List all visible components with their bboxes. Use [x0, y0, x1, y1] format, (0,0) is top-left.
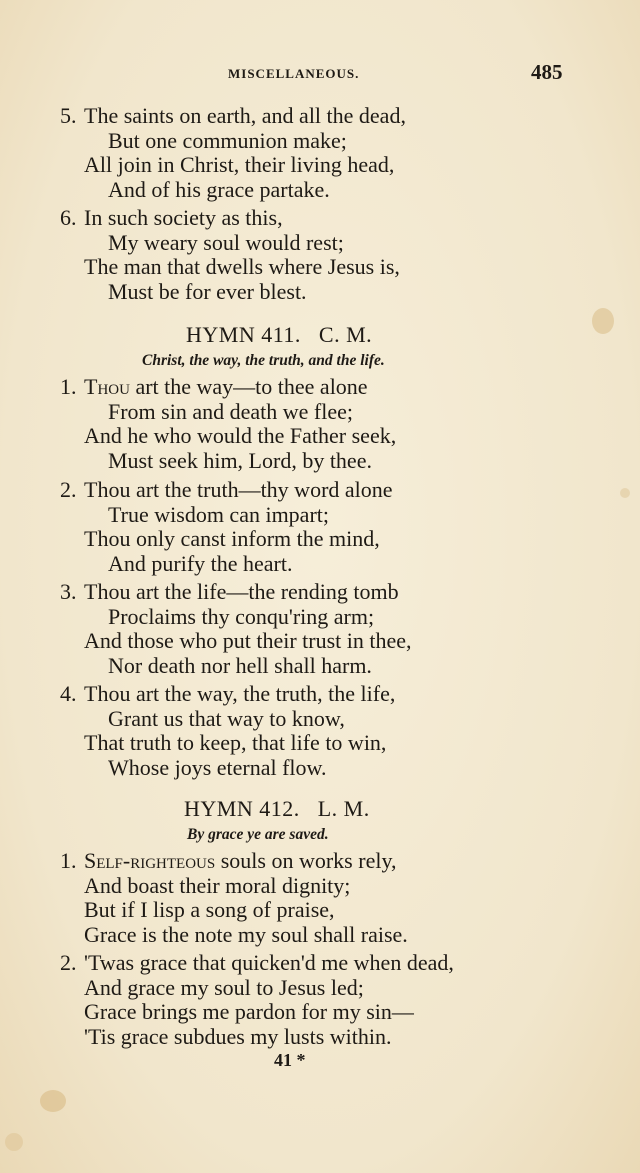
- stanza-line: Whose joys eternal flow.: [108, 754, 327, 780]
- hymn-412-stanza-1: [60, 849, 408, 947]
- hymn-412-subtitle: By grace ye are saved.: [187, 826, 329, 843]
- stanza-line: But one communion make;: [108, 127, 347, 153]
- hymn-412-stanza-2: [60, 951, 454, 1049]
- stanza-line: The man that dwells where Jesus is,: [84, 254, 400, 279]
- hymn-411-stanza-3: [60, 580, 412, 678]
- hymn-411-stanza-1: [60, 375, 396, 473]
- foxing-stain: [40, 1090, 66, 1112]
- stanza-line: Proclaims thy conqu'ring arm;: [108, 603, 375, 629]
- foxing-stain: [620, 488, 630, 498]
- hymn-411-stanza-2: [60, 478, 393, 576]
- stanza-line: And boast their moral dignity;: [84, 872, 351, 898]
- stanza-line: 3. Thou art the life—the rending tomb: [60, 579, 399, 604]
- signature-mark: 41 *: [274, 1050, 306, 1070]
- stanza-line: 1. Thou art the way—to thee alone: [60, 374, 368, 399]
- hymn-412-title: HYMN 412. L. M.: [184, 796, 370, 821]
- stanza-line: 'Tis grace subdues my lusts within.: [84, 1023, 392, 1049]
- hymn-411-subtitle: Christ, the way, the truth, and the life.: [142, 352, 385, 369]
- stanza-line: 2. Thou art the truth—thy word alone: [60, 477, 393, 502]
- foxing-stain: [5, 1133, 23, 1151]
- foxing-stain: [592, 308, 614, 334]
- stanza-6: [60, 206, 400, 304]
- running-head: MISCELLANEOUS.: [228, 66, 360, 81]
- drop-word: Thou: [84, 374, 130, 399]
- stanza-line: And those who put their trust in thee,: [84, 628, 412, 653]
- hymn-411-stanza-4: [60, 682, 395, 780]
- stanza-line: Nor death nor hell shall harm.: [108, 652, 372, 678]
- stanza-number: 1.: [60, 848, 77, 873]
- stanza-line: 5. The saints on earth, and all the dead,: [60, 103, 406, 128]
- stanza-line: And purify the heart.: [108, 550, 293, 576]
- hymn-411-title: HYMN 411. C. M.: [186, 322, 373, 347]
- stanza-line: 6. In such society as this,: [60, 205, 283, 230]
- drop-word: Self-righteous: [84, 848, 216, 873]
- stanza-line: 1. Self-righteous souls on works rely,: [60, 848, 397, 873]
- stanza-line: Must be for ever blest.: [108, 278, 307, 304]
- stanza-number: 4.: [60, 681, 77, 706]
- stanza-number: 3.: [60, 579, 77, 604]
- stanza-line: But if I lisp a song of praise,: [84, 897, 335, 922]
- stanza-line: And grace my soul to Jesus led;: [84, 974, 364, 1000]
- page-number: 485: [531, 60, 563, 84]
- stanza-5: [60, 104, 406, 202]
- stanza-number: 1.: [60, 374, 77, 399]
- stanza-line: All join in Christ, their living head,: [84, 152, 395, 177]
- stanza-number: 5.: [60, 103, 77, 128]
- stanza-line: Must seek him, Lord, by thee.: [108, 447, 372, 473]
- stanza-line: Grace brings me pardon for my sin—: [84, 999, 414, 1024]
- stanza-line: Thou only canst inform the mind,: [84, 526, 380, 551]
- stanza-line: 2. 'Twas grace that quicken'd me when dead,: [60, 950, 454, 975]
- stanza-number: 6.: [60, 205, 77, 230]
- stanza-line: And of his grace partake.: [108, 176, 330, 202]
- stanza-number: 2.: [60, 950, 77, 975]
- stanza-line: From sin and death we flee;: [108, 398, 353, 424]
- stanza-line: My weary soul would rest;: [108, 229, 344, 255]
- stanza-line: Grant us that way to know,: [108, 705, 345, 731]
- stanza-line: True wisdom can impart;: [108, 501, 329, 527]
- stanza-number: 2.: [60, 477, 77, 502]
- stanza-line: Grace is the note my soul shall raise.: [84, 921, 408, 947]
- stanza-line: 4. Thou art the way, the truth, the life,: [60, 681, 396, 706]
- stanza-line: That truth to keep, that life to win,: [84, 730, 387, 755]
- stanza-line: And he who would the Father seek,: [84, 423, 397, 448]
